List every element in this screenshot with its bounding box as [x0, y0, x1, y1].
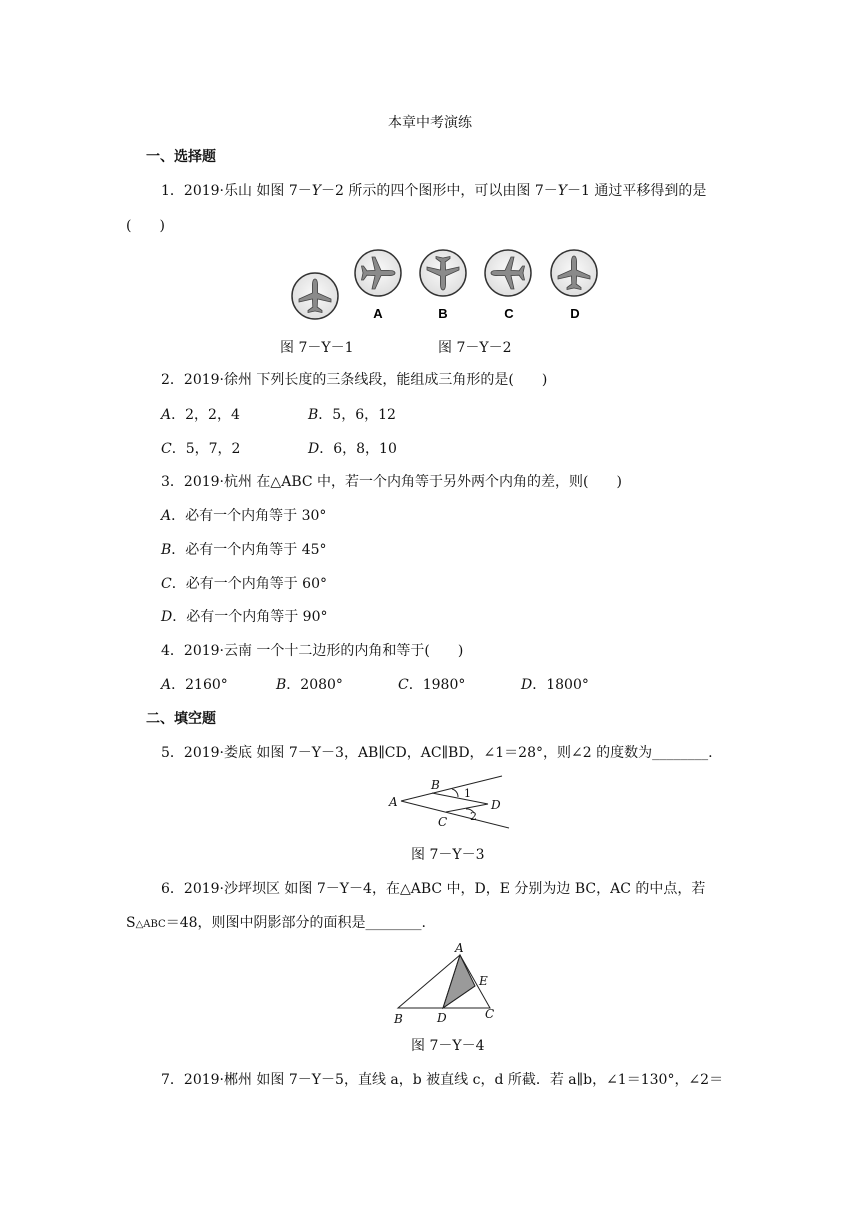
point-b-label: B: [431, 778, 440, 792]
section-heading-choice: 一、选择题: [146, 149, 216, 165]
question-7-text: 7．2019·郴州 如图 7－Y－5，直线 a，b 被直线 c，d 所截．若 a∥b，∠1＝130°，∠2＝: [161, 1072, 724, 1088]
section-heading-fill: 二、填空题: [146, 711, 216, 727]
question-4-option-b: B．2080°: [276, 677, 343, 693]
question-5-text: 5．2019·娄底 如图 7－Y－3，AB∥CD，AC∥BD，∠1＝28°，则∠2 的度数为________.: [161, 745, 713, 761]
triangle-abc: [398, 955, 490, 1008]
figure-caption-7-y-2: 图 7－Y－2: [438, 340, 512, 356]
question-4-option-d: D．1800°: [521, 677, 589, 693]
point-c-label: C: [485, 1007, 495, 1021]
question-2-option-a: A．2，2，4: [161, 407, 240, 423]
angle-1-label: 1: [464, 787, 471, 800]
question-2-option-c: C．5，7，2: [161, 441, 241, 457]
question-3-text: 3．2019·杭州 在△ABC 中，若一个内角等于另外两个内角的差，则( ): [161, 474, 622, 490]
plane-label-b: B: [438, 306, 448, 321]
question-2-text: 2．2019·徐州 下列长度的三条线段，能组成三角形的是( ): [161, 372, 548, 388]
question-3-option-d: D．必有一个内角等于 90°: [161, 609, 328, 625]
figure-caption-7-y-1: 图 7－Y－1: [280, 340, 354, 356]
question-2-option-b: B．5，6，12: [308, 407, 396, 423]
angle-2-label: 2: [470, 810, 477, 823]
figure-caption-7-y-3: 图 7－Y－3: [411, 847, 485, 863]
plane-label-c: C: [504, 306, 514, 321]
point-a-label: A: [389, 795, 398, 809]
plane-label-a: A: [373, 306, 383, 321]
question-4-option-a: A．2160°: [161, 677, 228, 693]
plane-label-d: D: [570, 306, 580, 321]
point-a-label: A: [455, 941, 464, 955]
point-e-label: E: [479, 974, 488, 988]
point-d-label: D: [437, 1011, 447, 1025]
question-4-text: 4．2019·云南 一个十二边形的内角和等于( ): [161, 643, 464, 659]
point-c-label: C: [438, 815, 448, 829]
question-3-option-b: B．必有一个内角等于 45°: [161, 542, 327, 558]
question-2-option-d: D．6，8，10: [308, 441, 397, 457]
question-4-option-c: C．1980°: [398, 677, 466, 693]
question-1-answer-paren: ( ): [126, 218, 165, 234]
question-3-option-c: C．必有一个内角等于 60°: [161, 576, 327, 592]
figure-caption-7-y-4: 图 7－Y－4: [411, 1038, 485, 1054]
question-6-text-line1: 6．2019·沙坪坝区 如图 7－Y－4，在△ABC 中，D，E 分别为边 BC，AC 的中点，若: [161, 881, 706, 897]
question-6-text-line2: S△ABC＝48，则图中阴影部分的面积是________.: [126, 915, 426, 931]
point-b-label: B: [394, 1012, 403, 1026]
question-1-text: 1．2019·乐山 如图 7－Y－2 所示的四个图形中，可以由图 7－Y－1 通过平移得到的是: [161, 183, 707, 199]
point-d-label: D: [491, 798, 501, 812]
question-3-option-a: A．必有一个内角等于 30°: [161, 508, 327, 524]
shaded-triangle-ade: [443, 955, 475, 1008]
page-title: 本章中考演练: [388, 115, 472, 131]
